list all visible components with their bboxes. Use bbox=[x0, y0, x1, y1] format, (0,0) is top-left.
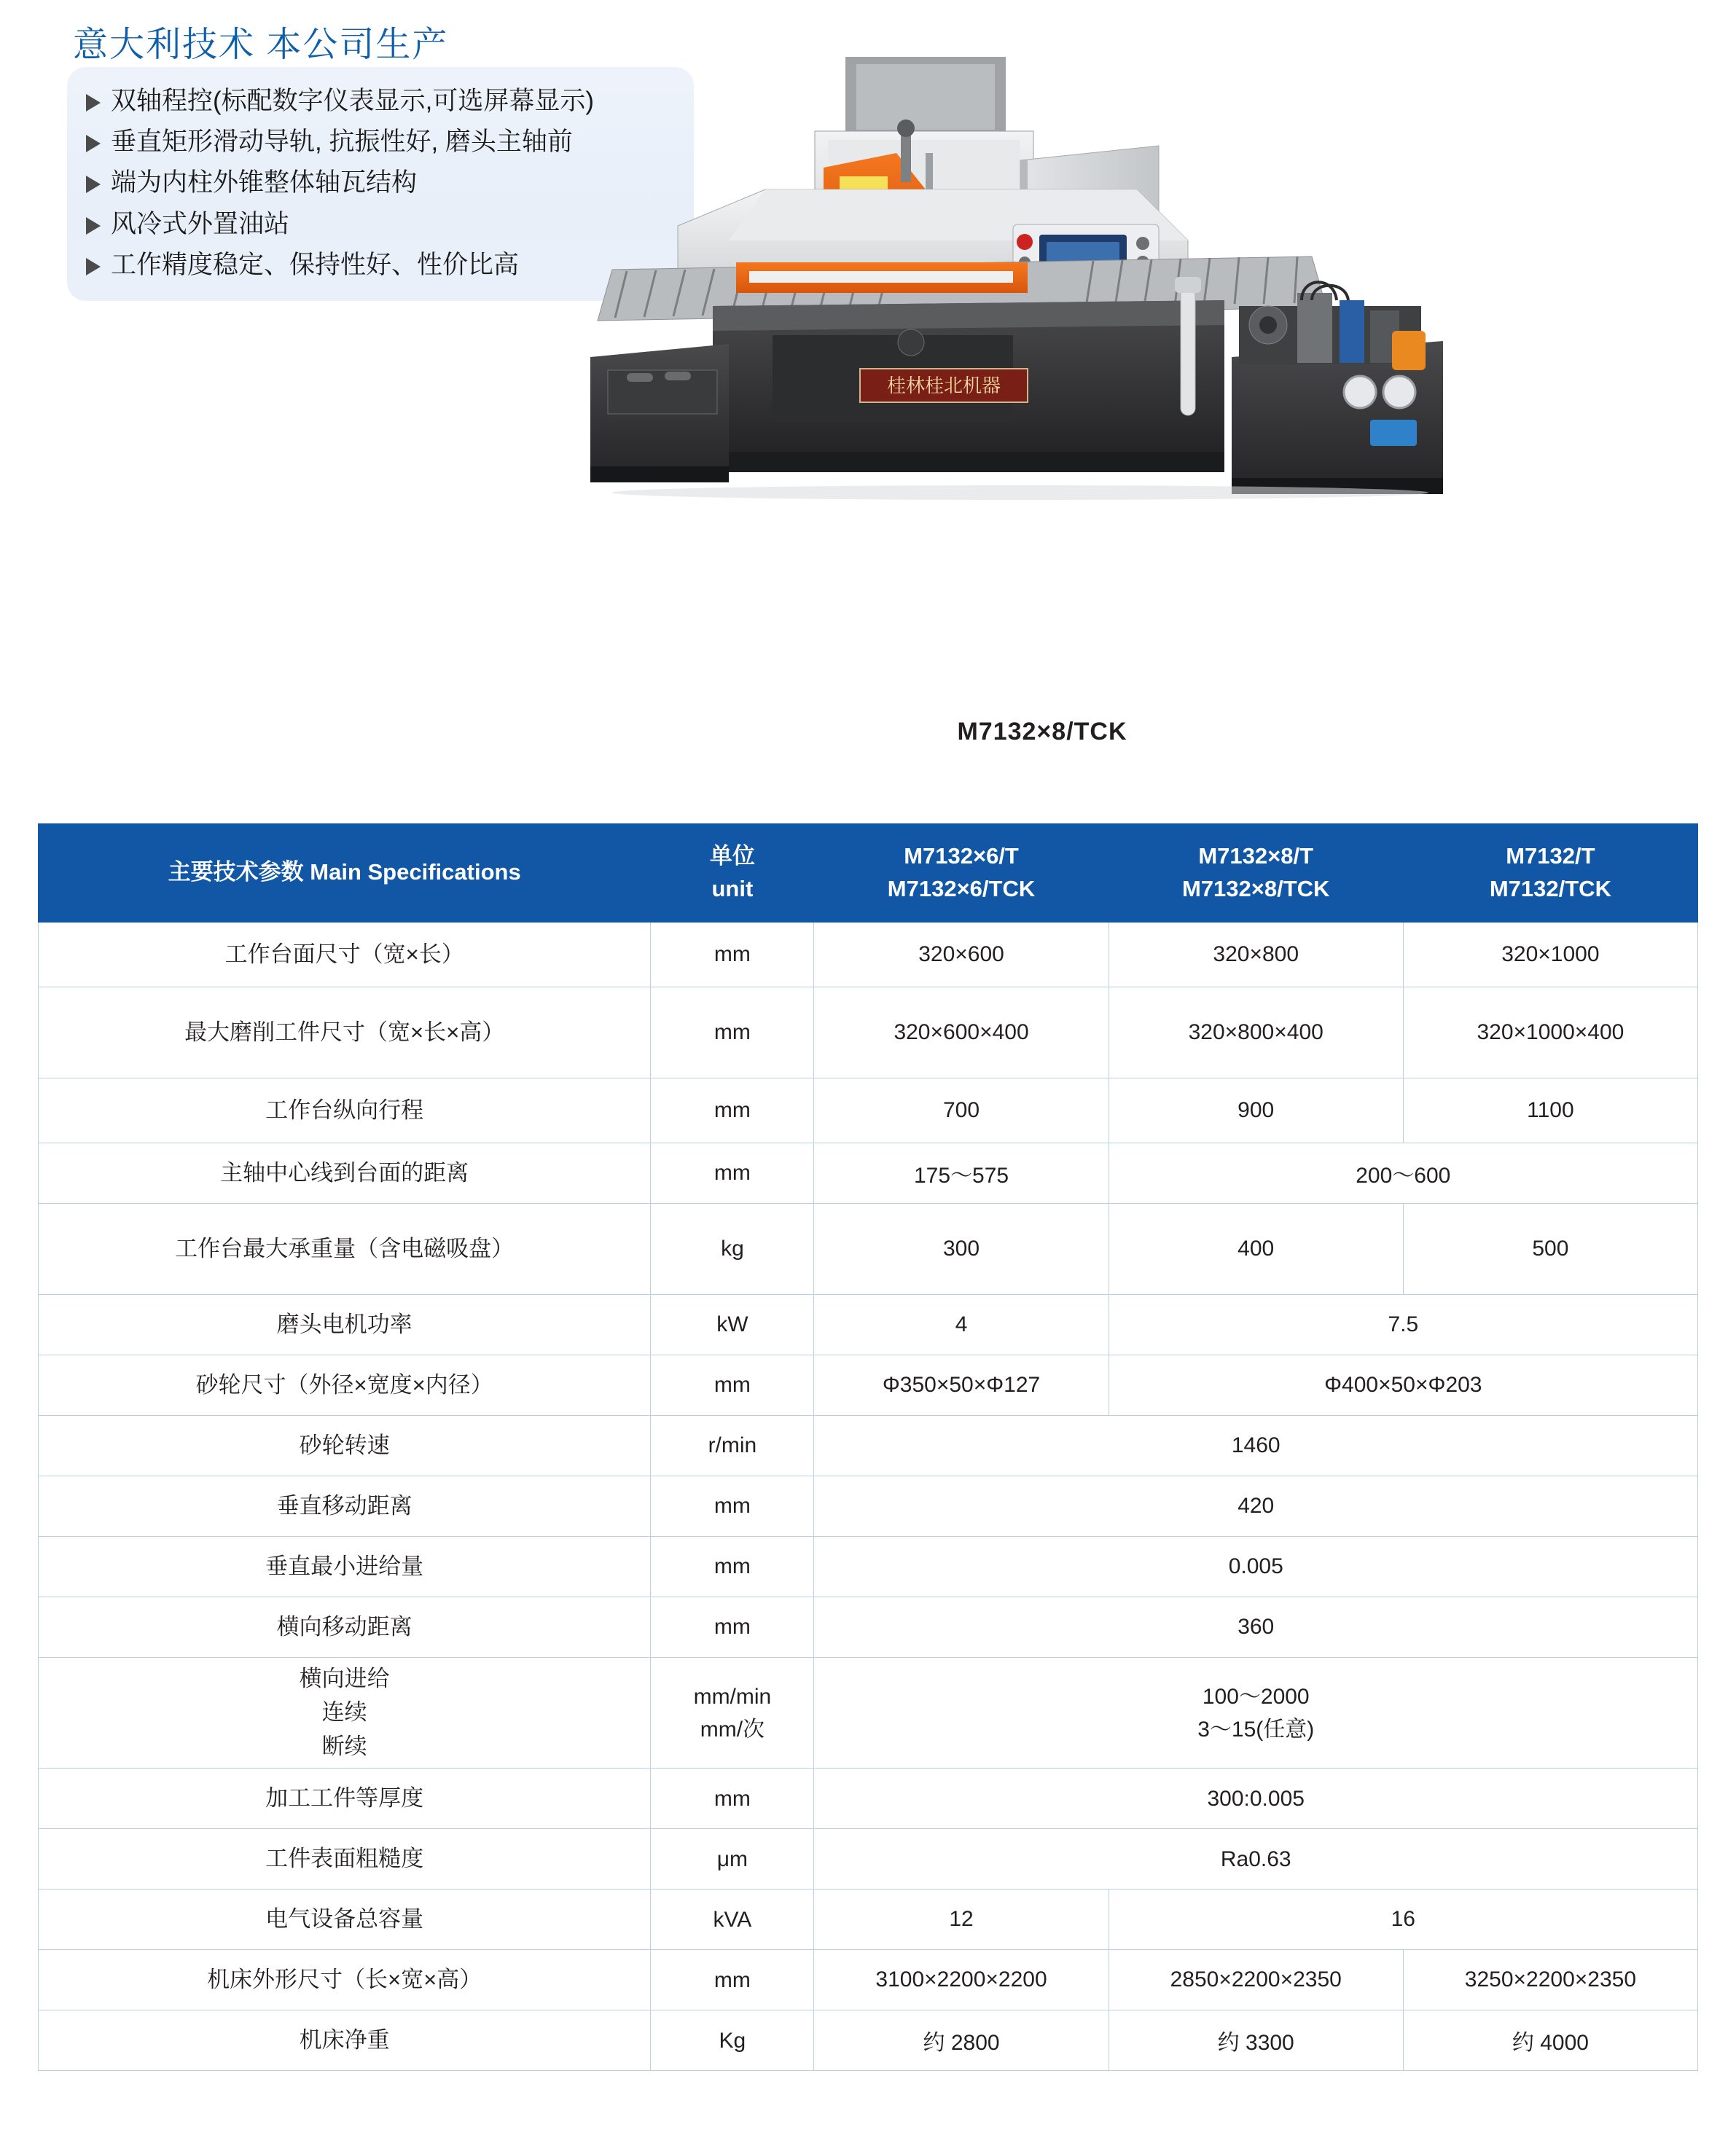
spec-value-all: 100～2000 3～15(任意) bbox=[814, 1657, 1698, 1769]
triangle-bullet-icon bbox=[86, 217, 101, 235]
spec-value-model-1: 12 bbox=[814, 1889, 1109, 1950]
spec-unit-cell: mm bbox=[651, 1078, 814, 1143]
table-row bbox=[39, 1355, 1698, 1415]
table-row bbox=[39, 1294, 1698, 1355]
table-header-row bbox=[39, 824, 1698, 923]
spec-value-model-1: 300 bbox=[814, 1203, 1109, 1294]
header-model-1-line2: M7132×6/TCK bbox=[887, 875, 1036, 901]
spec-value-model-1: Φ350×50×Φ127 bbox=[814, 1355, 1109, 1415]
triangle-bullet-icon bbox=[86, 135, 101, 152]
spec-value-model-3: 3250×2200×2350 bbox=[1403, 1950, 1697, 2010]
svg-text:桂林桂北机器: 桂林桂北机器 bbox=[886, 375, 1001, 396]
table-row bbox=[39, 1889, 1698, 1950]
spec-value-model-1: 约 2800 bbox=[814, 2010, 1109, 2071]
feature-text: 垂直矩形滑动导轨, 抗振性好, 磨头主轴前 bbox=[111, 128, 573, 157]
spec-value-all: 420 bbox=[814, 1476, 1698, 1536]
spec-name-cell: 电气设备总容量 bbox=[39, 1889, 651, 1950]
header-model-2-line1: M7132×8/T bbox=[1198, 843, 1314, 869]
spec-value-all: 300:0.005 bbox=[814, 1769, 1698, 1829]
spec-unit-cell: mm bbox=[651, 1769, 814, 1829]
spec-value-model-2-3: Φ400×50×Φ203 bbox=[1109, 1355, 1697, 1415]
spec-name-cell: 工作台纵向行程 bbox=[39, 1078, 651, 1143]
header-model-2 bbox=[1109, 824, 1403, 923]
spec-value-all: 0.005 bbox=[814, 1536, 1698, 1597]
spec-unit-cell: mm bbox=[651, 987, 814, 1078]
spec-unit-cell: mm bbox=[651, 1143, 814, 1203]
spec-value-all: 1460 bbox=[814, 1415, 1698, 1476]
spec-unit-cell: mm bbox=[651, 1476, 814, 1536]
header-model-3 bbox=[1403, 824, 1697, 923]
spec-name-cell: 砂轮尺寸（外径×宽度×内径） bbox=[39, 1355, 651, 1415]
spec-value-model-3: 约 4000 bbox=[1403, 2010, 1697, 2071]
triangle-bullet-icon bbox=[86, 94, 101, 111]
spec-unit-cell: mm bbox=[651, 1536, 814, 1597]
spec-name-cell: 砂轮转速 bbox=[39, 1415, 651, 1476]
spec-value-model-3: 1100 bbox=[1403, 1078, 1697, 1143]
spec-name-cell: 垂直最小进给量 bbox=[39, 1536, 651, 1597]
spec-value-model-2: 320×800×400 bbox=[1109, 987, 1403, 1078]
spec-value-model-2: 900 bbox=[1109, 1078, 1403, 1143]
spec-unit-cell: kg bbox=[651, 1203, 814, 1294]
spec-value-model-2: 2850×2200×2350 bbox=[1109, 1950, 1403, 2010]
spec-value-model-1: 700 bbox=[814, 1078, 1109, 1143]
spec-name-cell: 主轴中心线到台面的距离 bbox=[39, 1143, 651, 1203]
table-row bbox=[39, 1203, 1698, 1294]
spec-name-cell: 机床净重 bbox=[39, 2010, 651, 2071]
spec-value-model-2-3: 16 bbox=[1109, 1889, 1697, 1950]
spec-value-model-3: 500 bbox=[1403, 1203, 1697, 1294]
table-body bbox=[39, 922, 1698, 2071]
spec-unit-cell: Kg bbox=[651, 2010, 814, 2071]
page-title: 意大利技术 本公司生产 bbox=[73, 26, 449, 64]
table-row bbox=[39, 987, 1698, 1078]
header-model-1 bbox=[814, 824, 1109, 923]
header-model-3-line1: M7132/T bbox=[1506, 843, 1595, 869]
spec-name-cell: 工件表面粗糙度 bbox=[39, 1829, 651, 1889]
model-caption: M7132×8/TCK bbox=[957, 718, 1127, 745]
spec-value-model-3: 320×1000×400 bbox=[1403, 987, 1697, 1078]
spec-value-model-3: 320×1000 bbox=[1403, 922, 1697, 987]
spec-name-cell: 工作台面尺寸（宽×长） bbox=[39, 922, 651, 987]
spec-value-model-2-3: 200～600 bbox=[1109, 1143, 1697, 1203]
spec-unit-cell: mm/min mm/次 bbox=[651, 1657, 814, 1769]
spec-unit-cell: kW bbox=[651, 1294, 814, 1355]
spec-name-cell: 垂直移动距离 bbox=[39, 1476, 651, 1536]
header-unit-en: unit bbox=[711, 875, 754, 901]
spec-value-all: Ra0.63 bbox=[814, 1829, 1698, 1889]
feature-text: 端为内柱外锥整体轴瓦结构 bbox=[111, 168, 418, 197]
table-row bbox=[39, 922, 1698, 987]
spec-value-model-1: 4 bbox=[814, 1294, 1109, 1355]
table-row bbox=[39, 1536, 1698, 1597]
spec-value-all: 360 bbox=[814, 1597, 1698, 1657]
header-section bbox=[0, 0, 1736, 794]
feature-text: 风冷式外置油站 bbox=[111, 209, 290, 238]
header-model-1-line1: M7132×6/T bbox=[904, 843, 1019, 869]
triangle-bullet-icon bbox=[86, 176, 101, 193]
spec-name-cell: 磨头电机功率 bbox=[39, 1294, 651, 1355]
spec-value-model-1: 3100×2200×2200 bbox=[814, 1950, 1109, 2010]
spec-unit-cell: mm bbox=[651, 922, 814, 987]
spec-value-model-2: 400 bbox=[1109, 1203, 1403, 1294]
spec-value-model-2: 320×800 bbox=[1109, 922, 1403, 987]
table-row bbox=[39, 1476, 1698, 1536]
header-unit-cn: 单位 bbox=[709, 843, 755, 869]
feature-text: 工作精度稳定、保持性好、性价比高 bbox=[111, 250, 520, 279]
spec-name-cell: 横向进给 连续 断续 bbox=[39, 1657, 651, 1769]
table-row bbox=[39, 1657, 1698, 1769]
spec-value-model-2: 约 3300 bbox=[1109, 2010, 1403, 2071]
machine-photo bbox=[583, 44, 1662, 714]
spec-unit-cell: mm bbox=[651, 1355, 814, 1415]
spec-value-model-1: 175～575 bbox=[814, 1143, 1109, 1203]
spec-value-model-1: 320×600 bbox=[814, 922, 1109, 987]
spec-value-model-1: 320×600×400 bbox=[814, 987, 1109, 1078]
spec-name-cell: 横向移动距离 bbox=[39, 1597, 651, 1657]
table-row bbox=[39, 1950, 1698, 2010]
header-unit bbox=[651, 824, 814, 923]
table-row bbox=[39, 1078, 1698, 1143]
spec-name-cell: 工作台最大承重量（含电磁吸盘） bbox=[39, 1203, 651, 1294]
spec-unit-cell: mm bbox=[651, 1597, 814, 1657]
spec-value-model-2-3: 7.5 bbox=[1109, 1294, 1697, 1355]
header-model-2-line2: M7132×8/TCK bbox=[1181, 875, 1330, 901]
spec-unit-cell: μm bbox=[651, 1829, 814, 1889]
header-specifications: 主要技术参数 Main Specifications bbox=[39, 824, 651, 923]
feature-text: 双轴程控(标配数字仪表显示,可选屏幕显示) bbox=[111, 87, 595, 115]
table-row bbox=[39, 1415, 1698, 1476]
spec-unit-cell: mm bbox=[651, 1950, 814, 2010]
specifications-table bbox=[38, 823, 1698, 2071]
table-row bbox=[39, 1829, 1698, 1889]
spec-name-cell: 机床外形尺寸（长×宽×高） bbox=[39, 1950, 651, 2010]
table-row bbox=[39, 2010, 1698, 2071]
triangle-bullet-icon bbox=[86, 258, 101, 275]
table-row bbox=[39, 1143, 1698, 1203]
spec-unit-cell: kVA bbox=[651, 1889, 814, 1950]
spec-name-cell: 加工工件等厚度 bbox=[39, 1769, 651, 1829]
table-row bbox=[39, 1769, 1698, 1829]
header-model-3-line2: M7132/TCK bbox=[1489, 875, 1611, 901]
spec-unit-cell: r/min bbox=[651, 1415, 814, 1476]
table-row bbox=[39, 1597, 1698, 1657]
spec-name-cell: 最大磨削工件尺寸（宽×长×高） bbox=[39, 987, 651, 1078]
